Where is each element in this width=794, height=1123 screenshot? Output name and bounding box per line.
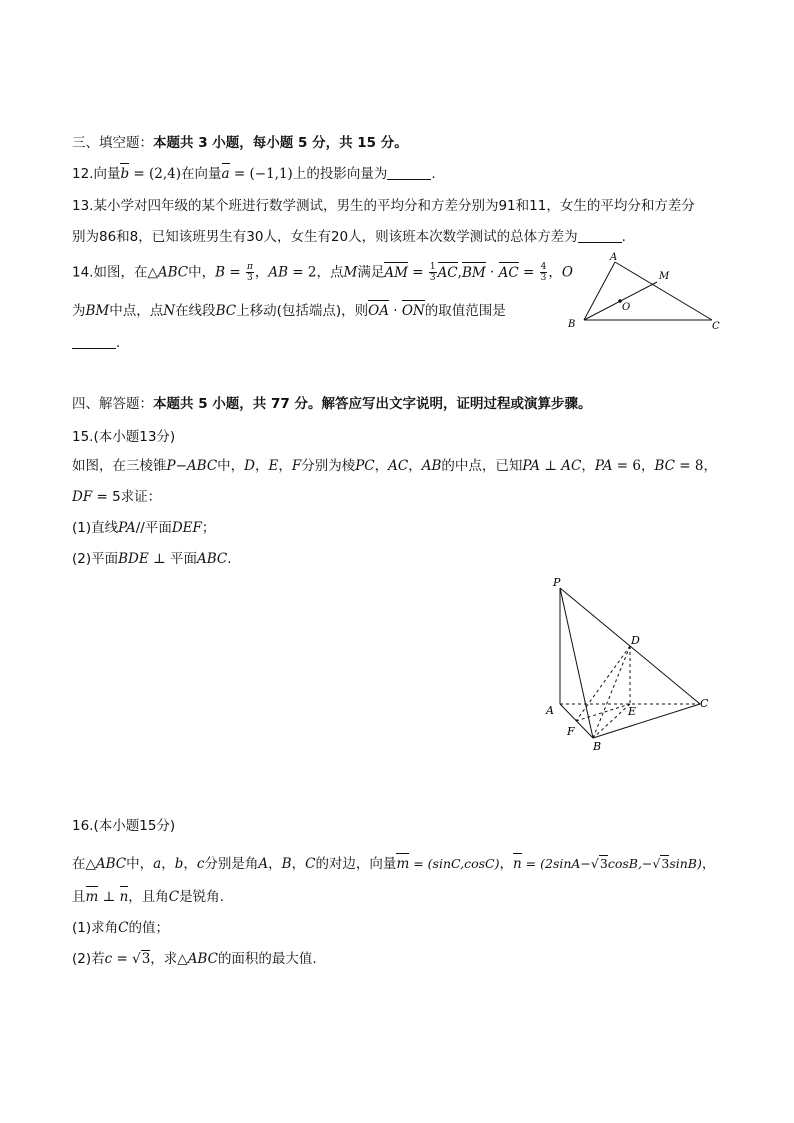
math-F: F — [291, 458, 302, 474]
vector-AC: AC — [437, 264, 458, 281]
q15-text: (2)平面 — [72, 551, 119, 567]
q14-text: 中， — [188, 264, 216, 281]
q16-line1 — [72, 854, 715, 874]
math-ABC: ABC — [95, 856, 127, 872]
q14-line2 — [72, 301, 506, 321]
q15-text: ， — [408, 458, 422, 474]
q15-text: ； — [201, 520, 216, 536]
vector-ON: ON — [401, 303, 425, 319]
q14-text: 满足 — [357, 264, 385, 281]
label-B: B — [568, 319, 576, 330]
q15-line1 — [72, 456, 717, 476]
q15-text: //平面 — [135, 520, 172, 536]
vector-m: m — [396, 856, 410, 872]
q14-text: ， — [548, 264, 562, 281]
math-eq: = — [112, 951, 133, 967]
frac-den: 3 — [247, 273, 253, 283]
frac-den: 3 — [429, 273, 436, 283]
q16-text: ， — [291, 856, 306, 872]
frac-num: π — [246, 262, 253, 272]
math-C: C — [305, 856, 316, 872]
math-m-value: = (sinC,cosC) — [409, 856, 500, 871]
math-O: O — [561, 264, 573, 281]
section3-prefix: 三、填空题： — [72, 135, 153, 151]
sqrt-radicand: 3 — [141, 951, 151, 967]
q14-period: . — [116, 335, 121, 351]
q13-line1: 13.某小学对四年级的某个班进行数学测试，男生的平均分和方差分别为91和11，女生的平均分和方差分 — [72, 198, 695, 214]
q16-text: 的对边，向量 — [315, 856, 397, 872]
q12-text: 向量 — [93, 166, 121, 182]
math-BM: BM — [85, 303, 110, 319]
math-AC: AC — [561, 458, 582, 474]
q16-text: 在△ — [72, 856, 96, 872]
math-dot: · — [485, 264, 499, 281]
fraction-1-3 — [429, 262, 437, 283]
fraction-4-3 — [540, 262, 548, 283]
q15-title: 15.(本小题13分) — [72, 429, 176, 445]
math-E: E — [268, 458, 279, 474]
vector-BM: BM — [461, 264, 486, 281]
figure-pyramid-pabc — [540, 572, 720, 754]
math-AB: AB — [268, 264, 289, 281]
math-dot: · — [388, 303, 402, 319]
math-C: C — [118, 920, 129, 936]
q16-text: ， — [161, 856, 175, 872]
q15-text: 分别为棱 — [301, 458, 356, 474]
q16-text: 且 — [72, 889, 86, 905]
label-P: P — [553, 576, 561, 589]
q16-text: 的面积的最大值. — [217, 951, 317, 967]
section4-rest: 本题共 5 小题，共 77 分。解答应写出文字说明，证明过程或演算步骤。 — [153, 396, 592, 412]
math-PC: PC — [355, 458, 375, 474]
q12 — [72, 164, 436, 184]
q16-line2 — [72, 887, 224, 907]
math-c: c — [196, 856, 205, 872]
label-E: E — [628, 705, 637, 718]
section4-prefix: 四、解答题： — [72, 396, 153, 412]
q16-text: 分别是角 — [204, 856, 259, 872]
edge-bc — [593, 704, 700, 738]
label-B: B — [593, 740, 602, 753]
math-perp: ⊥ — [98, 889, 120, 905]
sqrt-icon: √ — [652, 856, 661, 871]
q16-text: ， — [499, 856, 513, 872]
sqrt-icon: √ — [590, 856, 599, 871]
q14-text: 上移动(包括端点)，则 — [236, 303, 369, 319]
q14-text: 在线段 — [175, 303, 216, 319]
math-B: B — [215, 264, 226, 281]
q15-text: ， — [278, 458, 292, 474]
q16-text: 的值； — [128, 920, 169, 936]
math-C: C — [168, 889, 180, 905]
q13-line2 — [72, 227, 626, 247]
frac-num: 4 — [540, 262, 547, 272]
label-C: C — [700, 697, 709, 710]
q16-text: (1)求角 — [72, 920, 119, 936]
math-pabc: P−ABC — [166, 458, 218, 474]
q16-text: ，求△ — [150, 951, 188, 967]
q15-text: 中， — [217, 458, 245, 474]
section4-heading — [72, 394, 591, 414]
math-eq: = — [225, 264, 245, 281]
label-D: D — [631, 634, 640, 647]
q12-num: 12. — [72, 166, 94, 182]
math-eq: = 2，点 — [288, 264, 344, 281]
q14-line3 — [72, 333, 120, 353]
section3-rest: 本题共 3 小题，每小题 5 分，共 15 分。 — [153, 135, 408, 151]
math-B: B — [281, 856, 292, 872]
label-A: A — [610, 252, 618, 263]
q15-part1 — [72, 518, 215, 538]
math-PA: PA — [118, 520, 136, 536]
math-b: b — [174, 856, 184, 872]
q15-part2 — [72, 549, 232, 569]
answer-blank[interactable] — [578, 229, 622, 243]
math-PA: PA — [594, 458, 613, 474]
answer-blank[interactable] — [387, 166, 431, 180]
q15-text: 的中点，已知 — [441, 458, 523, 474]
math-D: D — [244, 458, 255, 474]
math-comma: , — [457, 264, 462, 281]
math-AC: AC — [388, 458, 409, 474]
q14-text: 的取值范围是 — [424, 303, 506, 319]
math-DEF: DEF — [171, 520, 202, 536]
math-BDE: BDE — [118, 551, 149, 567]
math-A: A — [258, 856, 269, 872]
answer-blank[interactable] — [72, 335, 116, 349]
q15-text: ， — [254, 458, 269, 474]
sqrt-icon: √ — [132, 951, 141, 967]
math-eq: = — [518, 264, 539, 281]
label-O: O — [622, 302, 631, 313]
section3-heading — [72, 133, 408, 153]
sqrt-radicand: 3 — [661, 856, 670, 871]
q16-title: 16.(本小题15分) — [72, 818, 176, 834]
q15-text: (1)直线 — [72, 520, 119, 536]
label-M: M — [659, 271, 670, 282]
math-a: a — [153, 856, 162, 872]
q14-text: 14.如图，在△ — [72, 264, 158, 281]
vector-OA: OA — [368, 303, 389, 319]
q16-text: 中， — [126, 856, 154, 872]
q16-text: ， — [268, 856, 282, 872]
math-eq: = 8， — [674, 458, 717, 474]
math-ABC: ABC — [197, 551, 228, 567]
math-abc: ABC — [157, 264, 189, 281]
q16-text: ， — [183, 856, 197, 872]
q16-text: (2)若 — [72, 951, 105, 967]
q15-text: ， — [374, 458, 389, 474]
math-N: N — [163, 303, 176, 319]
math-M: M — [343, 264, 358, 281]
q16-text: 是锐角. — [179, 889, 224, 905]
q14-line1 — [72, 262, 573, 283]
frac-num: 1 — [429, 262, 436, 272]
q12-period: . — [431, 166, 436, 182]
q15-period: . — [227, 551, 232, 567]
q15-text: ， — [581, 458, 595, 474]
sqrt-radicand: 3 — [599, 856, 608, 871]
segment-fe — [576, 704, 630, 721]
math-n-value: = (2sinA− — [521, 856, 591, 871]
edge-ab — [584, 262, 615, 320]
segment-df — [576, 646, 630, 721]
q16-part1 — [72, 918, 169, 938]
math-DF: DF — [72, 489, 93, 505]
math-BC: BC — [654, 458, 675, 474]
q14-text: 中点，点 — [109, 303, 164, 319]
q15-text: = 5求证： — [92, 489, 162, 505]
frac-den: 3 — [540, 273, 547, 283]
segment-db — [593, 646, 630, 738]
q15-text: ⊥ 平面 — [148, 551, 198, 567]
math-PA: PA — [522, 458, 540, 474]
math-eq: = 6， — [612, 458, 655, 474]
vector-a: a — [221, 166, 230, 182]
math-eq: = — [407, 264, 428, 281]
segment-eb — [593, 704, 630, 738]
vector-n: n — [512, 856, 522, 872]
vector-n: n — [119, 889, 129, 905]
fraction-pi-3 — [246, 262, 254, 283]
math-c: c — [104, 951, 113, 967]
q16-part2 — [72, 949, 317, 969]
figure-triangle-abc — [560, 248, 735, 333]
q15-text: 如图，在三棱锥 — [72, 458, 167, 474]
vector-AC: AC — [498, 264, 519, 281]
q14-text: 为 — [72, 303, 86, 319]
q14-text: ， — [254, 264, 269, 281]
math-AB: AB — [421, 458, 442, 474]
vector-AM: AM — [384, 264, 408, 281]
math-n-value: cosB,− — [607, 856, 653, 871]
q13-period: . — [621, 229, 626, 245]
math-ABC: ABC — [187, 951, 218, 967]
vector-m: m — [85, 889, 99, 905]
q16-text: ，且角 — [128, 889, 169, 905]
q12-text: = (−1,1)上的投影向量为 — [229, 166, 388, 182]
edge-pb — [560, 588, 593, 738]
vector-b: b — [120, 166, 130, 182]
q15-line2 — [72, 487, 161, 507]
q12-text: = (2,4)在向量 — [129, 166, 222, 182]
math-perp: ⊥ — [540, 458, 562, 474]
math-n-value: sinB) — [669, 856, 702, 871]
q13-text: 别为86和8，已知该班男生有30人，女生有20人，则该班本次数学测试的总体方差为 — [72, 229, 578, 245]
math-BC: BC — [215, 303, 237, 319]
label-A: A — [546, 704, 554, 717]
label-C: C — [712, 321, 720, 332]
label-F: F — [567, 725, 575, 738]
q16-text: ， — [701, 856, 716, 872]
